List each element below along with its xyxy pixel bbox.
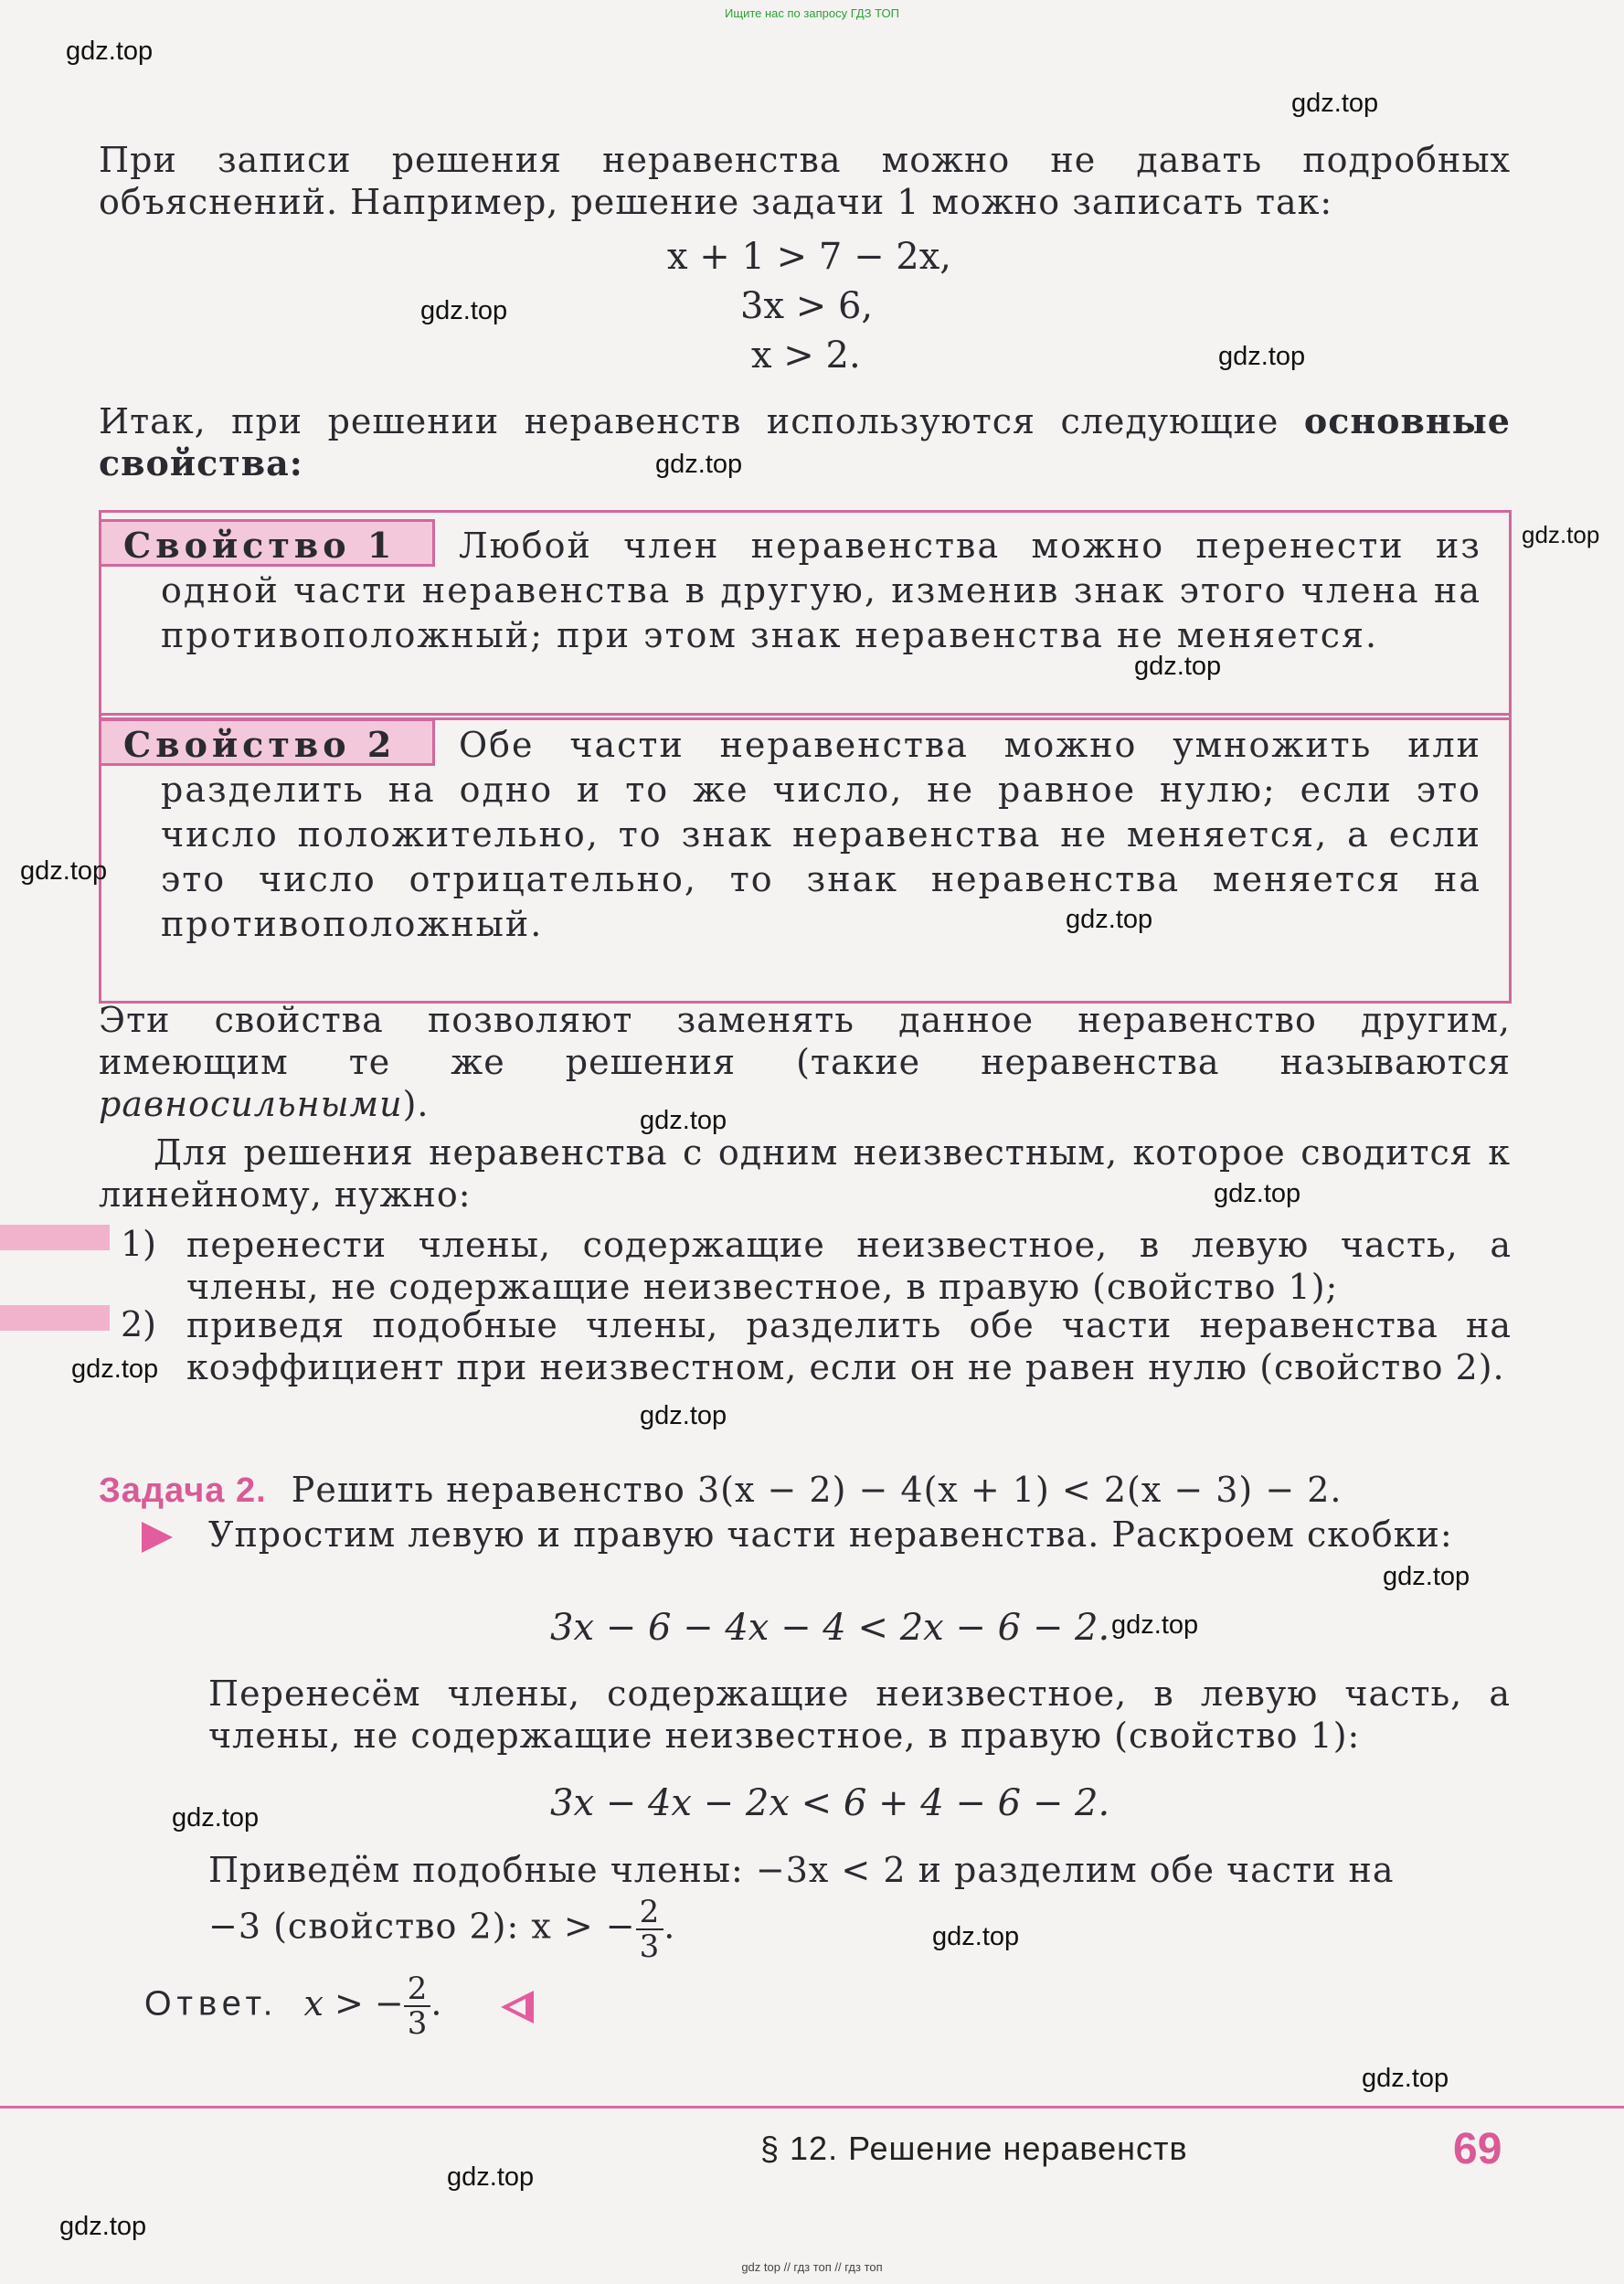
answer-fraction-den: 3 (407, 2005, 428, 2042)
task-2-statement: Решить неравенство 3(x − 2) − 4(x + 1) < 2(x − 3) − 2. (291, 1470, 1343, 1510)
step-marker-bar-2 (0, 1305, 110, 1331)
properties-intro-bold: основные свойства: (99, 400, 1511, 483)
intro-paragraph: При записи решения неравенства можно не давать подробных объяснений. Например, решение задачи 1 можно записать так: (99, 140, 1511, 222)
answer-line (144, 1972, 441, 2040)
answer-fraction-num: 2 (404, 1972, 431, 2007)
watermark: gdz.top (1214, 1179, 1301, 1208)
watermark: gdz.top (1066, 905, 1153, 934)
watermark: gdz.top (447, 2162, 535, 2192)
answer-label: Ответ. (144, 1984, 279, 2024)
step-2-number: 2) (121, 1304, 157, 1344)
solution-end-icon-inner (509, 1999, 525, 2015)
task-2-fraction-num: 2 (636, 1896, 664, 1930)
watermark: gdz.top (71, 1354, 159, 1384)
watermark: gdz.top (420, 296, 508, 325)
top-note: Ищите нас по запросу ГДЗ ТОП (725, 6, 899, 20)
answer-math: x > − (303, 1982, 404, 2024)
equivalence-text: Эти свойства позволяют заменять данное неравенство другим, имеющим те же решения (такие неравенства называются (99, 1000, 1511, 1082)
intro-math-line-1: x + 1 > 7 − 2x, (667, 236, 952, 278)
step-2-text: приведя подобные члены, разделить обе части неравенства на коэффициент при неизвестном, если он не равен нулю (свойство 2). (186, 1305, 1512, 1387)
watermark: gdz.top (1111, 1610, 1199, 1640)
step-1-text: перенести члены, содержащие неизвестное, в левую часть, а члены, не содержащие неизвестное, в правую (свойство 1); (186, 1225, 1512, 1307)
properties-intro-text: Итак, при решении неравенств используются следующие (99, 401, 1304, 441)
task-2-step-4-dot: . (663, 1906, 676, 1947)
task-2-step-3: Приведём подобные члены: −3x < 2 и разделим обе части на (208, 1850, 1395, 1890)
watermark: gdz.top (1383, 1562, 1470, 1591)
task-2-header (99, 1470, 1343, 1511)
intro-math-line-2: 3x > 6, (740, 285, 874, 327)
equivalence-end: ). (402, 1084, 430, 1124)
task-2-label: Задача 2. (99, 1471, 267, 1510)
solution-start-icon (142, 1522, 173, 1553)
task-2-step-4 (208, 1896, 675, 1963)
watermark: gdz.top (932, 1922, 1020, 1951)
property-1-text: Любой член неравенства можно перенести из одной части неравенства в другую, изменив знак этого члена на противоположный; при этом знак неравенства не меняется. (161, 526, 1481, 655)
watermark: gdz.top (1522, 521, 1600, 548)
task-2-step-1: Упростим левую и правую части неравенства. Раскроем скобки: (208, 1514, 1453, 1555)
step-1-number: 1) (121, 1224, 157, 1264)
bottom-note: gdz top // гдз топ // гдз топ (741, 2260, 883, 2274)
answer-fraction (404, 1972, 431, 2040)
properties-intro (99, 400, 1511, 484)
property-2-text: Обе части неравенства можно умножить или разделить на одно и то же число, не равное нулю; если это число положительно, то знак неравенства не меняется, а если это число отрицательно, то знак неравенства меняется на противоположный. (161, 725, 1481, 944)
equivalence-paragraph (99, 999, 1511, 1125)
task-2-fraction-den: 3 (639, 1928, 661, 1965)
watermark: gdz.top (655, 450, 743, 479)
watermark: gdz.top (640, 1401, 727, 1430)
property-2-title: Свойство 2 (99, 718, 435, 766)
task-2-math-1: 3x − 6 − 4x − 4 < 2x − 6 − 2. (550, 1607, 1110, 1649)
watermark: gdz.top (66, 37, 154, 66)
task-2-step-4-text: −3 (свойство 2): x > − (208, 1906, 636, 1947)
step-marker-bar-1 (0, 1225, 110, 1250)
footer-section-title: § 12. Решение неравенств (760, 2130, 1188, 2167)
answer-dot: . (430, 1982, 442, 2024)
watermark: gdz.top (172, 1803, 260, 1833)
watermark: gdz.top (1218, 342, 1306, 371)
task-2-math-2: 3x − 4x − 2x < 6 + 4 − 6 − 2. (550, 1782, 1110, 1824)
watermark: gdz.top (1134, 652, 1222, 681)
intro-math-line-3: x > 2. (751, 335, 861, 377)
task-2-fraction (636, 1896, 664, 1963)
watermark: gdz.top (1362, 2064, 1449, 2093)
task-2-step-2: Перенесём члены, содержащие неизвестное, в левую часть, а члены, не содержащие неизвестное, в правую (свойство 1): (208, 1673, 1511, 1756)
linear-intro-paragraph: Для решения неравенства с одним неизвестным, которое сводится к линейному, нужно: (99, 1132, 1511, 1215)
property-1-title: Свойство 1 (99, 519, 435, 567)
equivalence-term: равносильными (99, 1084, 403, 1124)
watermark: gdz.top (1291, 89, 1379, 118)
page-number: 69 (1453, 2125, 1502, 2173)
watermark: gdz.top (20, 856, 108, 886)
watermark: gdz.top (640, 1106, 727, 1135)
watermark: gdz.top (59, 2212, 147, 2241)
footer-rule (0, 2106, 1624, 2109)
